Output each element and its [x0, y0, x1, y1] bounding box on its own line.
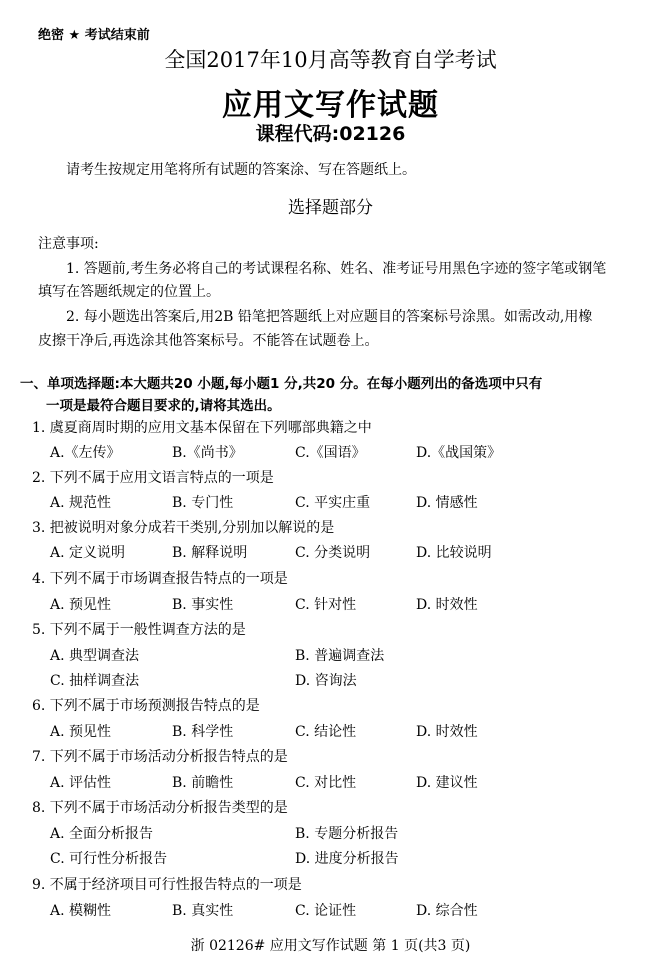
question-stem: 7. 下列不属于市场活动分析报告特点的是 [32, 749, 288, 765]
option-a: A. 评估性 [50, 775, 112, 791]
option-b: B. 普遍调查法 [295, 648, 385, 664]
section-title: 选择题部分 [288, 198, 373, 218]
option-b: B. 专门性 [172, 495, 234, 511]
option-c: C.《国语》 [295, 445, 366, 461]
option-b: B.《尚书》 [172, 445, 243, 461]
part1-heading: 一、单项选择题:本大题共20 小题,每小题1 分,共20 分。在每小题列出的备选项中只有 [20, 376, 543, 392]
option-a: A. 预见性 [50, 597, 112, 613]
option-d: D. 综合性 [416, 903, 478, 919]
option-c: C. 可行性分析报告 [50, 851, 168, 867]
option-c: C. 抽样调查法 [50, 673, 140, 689]
option-b: B. 专题分析报告 [295, 826, 399, 842]
notes-item-1: 1. 答题前,考生务必将自己的考试课程名称、姓名、准考证号用黑色字迹的签字笔或钢笔 [66, 261, 607, 277]
page-footer: 浙 02126# 应用文写作试题 第 1 页(共3 页) [190, 938, 471, 954]
option-c: C. 结论性 [295, 724, 357, 740]
option-b: B. 事实性 [172, 597, 234, 613]
option-d: D.《战国策》 [416, 445, 502, 461]
option-a: A. 典型调查法 [50, 648, 140, 664]
option-b: B. 前瞻性 [172, 775, 234, 791]
question-stem: 9. 不属于经济项目可行性报告特点的一项是 [32, 877, 302, 893]
paper-title: 应用文写作试题 [222, 88, 439, 123]
question-stem: 2. 下列不属于应用文语言特点的一项是 [32, 470, 274, 486]
option-d: D. 进度分析报告 [295, 851, 399, 867]
question-stem: 1. 虞夏商周时期的应用文基本保留在下列哪部典籍之中 [32, 420, 372, 436]
notes-title: 注意事项: [38, 236, 99, 252]
option-d: D. 比较说明 [416, 545, 492, 561]
part1-heading-cont: 一项是最符合题目要求的,请将其选出。 [46, 398, 281, 414]
question-stem: 4. 下列不属于市场调查报告特点的一项是 [32, 571, 288, 587]
question-stem: 8. 下列不属于市场活动分析报告类型的是 [32, 800, 288, 816]
question-stem: 3. 把被说明对象分成若干类别,分别加以解说的是 [32, 520, 335, 536]
option-c: C. 对比性 [295, 775, 357, 791]
option-b: B. 科学性 [172, 724, 234, 740]
option-d: D. 时效性 [416, 724, 478, 740]
option-a: A. 模糊性 [50, 903, 112, 919]
course-code: 课程代码:02126 [255, 123, 406, 145]
confidential-label: 绝密 ★ 考试结束前 [38, 28, 150, 43]
option-c: C. 针对性 [295, 597, 357, 613]
question-stem: 5. 下列不属于一般性调查方法的是 [32, 622, 246, 638]
option-a: A. 定义说明 [50, 545, 126, 561]
option-b: B. 真实性 [172, 903, 234, 919]
option-a: A.《左传》 [50, 445, 121, 461]
option-a: A. 预见性 [50, 724, 112, 740]
notes-item-1-cont: 填写在答题纸规定的位置上。 [38, 284, 220, 300]
instruction-text: 请考生按规定用笔将所有试题的答案涂、写在答题纸上。 [66, 162, 416, 178]
option-b: B. 解释说明 [172, 545, 248, 561]
option-c: C. 论证性 [295, 903, 357, 919]
option-d: D. 咨询法 [295, 673, 357, 689]
option-c: C. 分类说明 [295, 545, 371, 561]
question-stem: 6. 下列不属于市场预测报告特点的是 [32, 698, 260, 714]
option-a: A. 规范性 [50, 495, 112, 511]
notes-item-2: 2. 每小题选出答案后,用2B 铅笔把答题纸上对应题目的答案标号涂黑。如需改动,用橡 [66, 309, 593, 325]
option-a: A. 全面分析报告 [50, 826, 154, 842]
option-d: D. 建议性 [416, 775, 478, 791]
option-d: D. 时效性 [416, 597, 478, 613]
option-c: C. 平实庄重 [295, 495, 371, 511]
notes-item-2-cont: 皮擦干净后,再选涂其他答案标号。不能答在试题卷上。 [38, 333, 379, 349]
option-d: D. 情感性 [416, 495, 478, 511]
exam-title: 全国2017年10月高等教育自学考试 [164, 48, 497, 72]
